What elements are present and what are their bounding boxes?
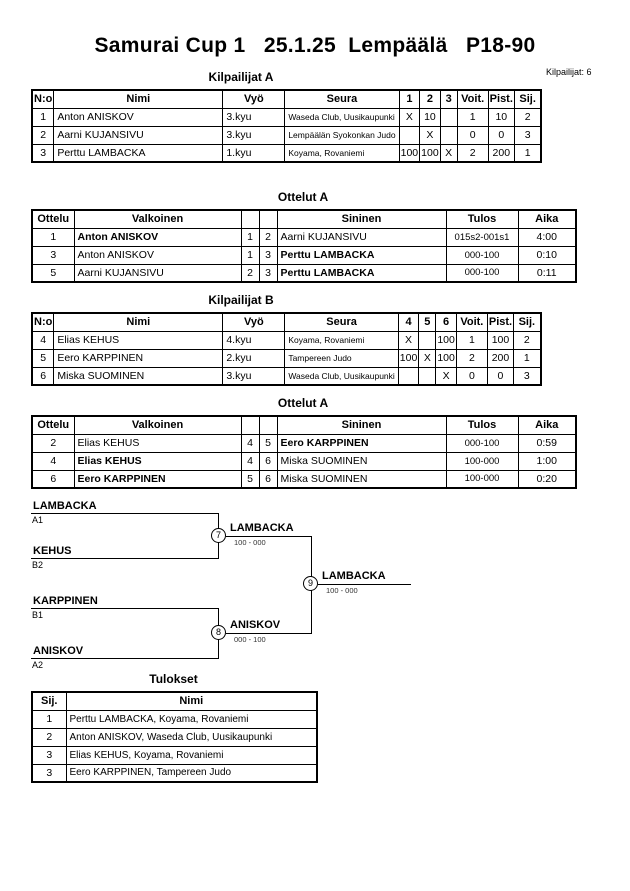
white-competitor: Elias KEHUS [74, 452, 241, 470]
bracket-node-9: 9 [303, 576, 318, 591]
column-header: Ottelu [32, 416, 74, 434]
final-competitor: Elias KEHUS, Koyama, Rovaniemi [66, 746, 317, 764]
column-header: Nimi [54, 313, 223, 331]
matches-b-title: Ottelut A [277, 396, 329, 410]
match-time: 4:00 [518, 228, 576, 246]
header-row [32, 416, 576, 434]
header-row [32, 210, 576, 228]
pool-result-cell [419, 331, 436, 349]
pool-place: 1 [514, 349, 541, 367]
white-competitor: Anton ANISKOV [74, 246, 241, 264]
column-header: Voit. [456, 313, 487, 331]
section-matches-a [31, 190, 577, 283]
pool-result-cell [419, 367, 436, 385]
table-row [32, 108, 541, 126]
bracket-line [226, 536, 311, 537]
blue-number: 5 [259, 434, 277, 452]
bracket-line [31, 513, 218, 514]
column-header: Vyö [223, 313, 285, 331]
points-total: 200 [487, 349, 513, 367]
bracket-node-8: 8 [211, 625, 226, 640]
pool-result-cell: X [420, 126, 441, 144]
blue-competitor: Miska SUOMINEN [277, 452, 446, 470]
final-competitor: Anton ANISKOV, Waseda Club, Uusikaupunki [66, 728, 317, 746]
competitor-name: Elias KEHUS [54, 331, 223, 349]
matches-a-table [31, 209, 577, 283]
match-score: 000-100 [446, 264, 518, 282]
competitor-number: 5 [32, 349, 54, 367]
competitor-name: Eero KARPPINEN [54, 349, 223, 367]
section-results [31, 672, 318, 783]
wins-count: 2 [457, 144, 488, 162]
table-row [32, 452, 576, 470]
white-number: 5 [241, 470, 259, 488]
column-header: Nimi [54, 90, 223, 108]
bracket-seed-code: A2 [32, 660, 44, 670]
belt-grade: 3.kyu [223, 108, 285, 126]
match-number: 3 [32, 246, 74, 264]
match-number: 1 [32, 228, 74, 246]
bracket-line [226, 633, 311, 634]
belt-grade: 3.kyu [223, 367, 285, 385]
blue-competitor: Aarni KUJANSIVU [277, 228, 446, 246]
column-header: 6 [436, 313, 457, 331]
table-row [32, 746, 317, 764]
pool-a-title: Kilpailijat A [208, 70, 274, 84]
pool-result-cell: 100 [436, 331, 457, 349]
blue-number: 6 [259, 470, 277, 488]
bracket-line [318, 584, 411, 585]
column-header: 1 [399, 90, 420, 108]
column-header: Pist. [487, 313, 513, 331]
white-number: 4 [241, 452, 259, 470]
bracket-line [31, 608, 218, 609]
final-competitor: Eero KARPPINEN, Tampereen Judo [66, 764, 317, 782]
white-number: 4 [241, 434, 259, 452]
column-header: Valkoinen [74, 416, 241, 434]
column-header: Aika [518, 210, 576, 228]
matches-a-title: Ottelut A [277, 190, 329, 204]
white-competitor: Aarni KUJANSIVU [74, 264, 241, 282]
pool-result-cell [398, 367, 419, 385]
wins-count: 0 [457, 126, 488, 144]
points-total: 200 [488, 144, 514, 162]
bracket-seed-name: LAMBACKA [33, 500, 97, 512]
white-competitor: Elias KEHUS [74, 434, 241, 452]
belt-grade: 3.kyu [223, 126, 285, 144]
column-header: 2 [420, 90, 441, 108]
table-row [32, 764, 317, 782]
pool-b-table [31, 312, 542, 386]
white-number: 1 [241, 228, 259, 246]
table-row [32, 710, 317, 728]
column-header: Sij. [32, 692, 66, 710]
pool-result-cell: 100 [399, 144, 420, 162]
blue-competitor: Perttu LAMBACKA [277, 246, 446, 264]
column-header: Vyö [223, 90, 285, 108]
column-header [241, 210, 259, 228]
final-place: 3 [32, 764, 66, 782]
club-name: Waseda Club, Uusikaupunki [285, 367, 398, 385]
pool-result-cell: 10 [420, 108, 441, 126]
column-header: Sininen [277, 416, 446, 434]
pool-result-cell [440, 108, 457, 126]
column-header: Pist. [488, 90, 514, 108]
white-competitor: Anton ANISKOV [74, 228, 241, 246]
column-header: 5 [419, 313, 436, 331]
match-time: 0:11 [518, 264, 576, 282]
bracket-seed-name: ANISKOV [33, 645, 84, 657]
belt-grade: 4.kyu [223, 331, 285, 349]
match-score: 100-000 [446, 452, 518, 470]
bracket-winner-name: LAMBACKA [230, 522, 294, 534]
section-pool-a [31, 70, 542, 163]
column-header [259, 210, 277, 228]
header-row [32, 692, 317, 710]
pool-result-cell: X [419, 349, 436, 367]
white-competitor: Eero KARPPINEN [74, 470, 241, 488]
column-header: 4 [398, 313, 419, 331]
bracket-line [31, 658, 218, 659]
bracket-match-score: 100 - 000 [234, 538, 266, 547]
bracket-winner-name: ANISKOV [230, 619, 281, 631]
bracket-seed-name: KARPPINEN [33, 595, 98, 607]
competitor-number: 2 [32, 126, 54, 144]
table-row [32, 728, 317, 746]
white-number: 2 [241, 264, 259, 282]
pool-a-table [31, 89, 542, 163]
final-bracket [31, 498, 461, 683]
blue-number: 6 [259, 452, 277, 470]
final-competitor: Perttu LAMBACKA, Koyama, Rovaniemi [66, 710, 317, 728]
section-matches-b [31, 396, 577, 489]
matches-b-table [31, 415, 577, 489]
table-row [32, 331, 541, 349]
pool-result-cell [399, 126, 420, 144]
bracket-winner-name: LAMBACKA [322, 570, 386, 582]
bracket-seed-code: B2 [32, 560, 44, 570]
results-title: Tulokset [149, 672, 198, 686]
bracket-seed-code: B1 [32, 610, 44, 620]
competitor-number: 4 [32, 331, 54, 349]
column-header: Aika [518, 416, 576, 434]
pool-place: 1 [514, 144, 541, 162]
column-header: Seura [285, 90, 399, 108]
page-title: Samurai Cup 1 25.1.25 Lempäälä P18-90 [94, 34, 536, 57]
blue-number: 3 [259, 264, 277, 282]
final-place: 2 [32, 728, 66, 746]
match-score: 000-100 [446, 434, 518, 452]
column-header: 3 [440, 90, 457, 108]
header-row [32, 90, 541, 108]
points-total: 0 [487, 367, 513, 385]
belt-grade: 1.kyu [223, 144, 285, 162]
table-row [32, 126, 541, 144]
column-header: Seura [285, 313, 398, 331]
pool-place: 3 [514, 367, 541, 385]
bracket-seed-name: KEHUS [33, 545, 72, 557]
points-total: 10 [488, 108, 514, 126]
white-number: 1 [241, 246, 259, 264]
column-header [259, 416, 277, 434]
pool-result-cell: 100 [420, 144, 441, 162]
competitor-number: 3 [32, 144, 54, 162]
points-total: 100 [487, 331, 513, 349]
column-header: Sininen [277, 210, 446, 228]
pool-result-cell: 100 [436, 349, 457, 367]
column-header: Tulos [446, 416, 518, 434]
wins-count: 1 [457, 108, 488, 126]
column-header [241, 416, 259, 434]
bracket-seed-code: A1 [32, 515, 44, 525]
section-pool-b [31, 293, 542, 386]
competitor-name: Anton ANISKOV [54, 108, 223, 126]
points-total: 0 [488, 126, 514, 144]
wins-count: 0 [456, 367, 487, 385]
match-score: 015s2-001s1 [446, 228, 518, 246]
blue-number: 3 [259, 246, 277, 264]
table-row [32, 349, 541, 367]
bracket-line [31, 558, 218, 559]
pool-place: 2 [514, 108, 541, 126]
table-row [32, 367, 541, 385]
wins-count: 1 [456, 331, 487, 349]
match-number: 2 [32, 434, 74, 452]
competitor-name: Perttu LAMBACKA [54, 144, 223, 162]
results-table [31, 691, 318, 783]
table-row [32, 246, 576, 264]
header-row [32, 313, 541, 331]
bracket-node-7: 7 [211, 528, 226, 543]
pool-result-cell: X [399, 108, 420, 126]
match-time: 0:20 [518, 470, 576, 488]
final-place: 1 [32, 710, 66, 728]
competitor-count-label: Kilpailijat: 6 [546, 67, 592, 77]
club-name: Koyama, Rovaniemi [285, 331, 398, 349]
match-number: 6 [32, 470, 74, 488]
competitor-name: Miska SUOMINEN [54, 367, 223, 385]
match-score: 000-100 [446, 246, 518, 264]
table-row [32, 144, 541, 162]
competitor-name: Aarni KUJANSIVU [54, 126, 223, 144]
competitor-number: 6 [32, 367, 54, 385]
match-time: 1:00 [518, 452, 576, 470]
blue-competitor: Perttu LAMBACKA [277, 264, 446, 282]
blue-competitor: Miska SUOMINEN [277, 470, 446, 488]
column-header: Sij. [514, 90, 541, 108]
blue-competitor: Eero KARPPINEN [277, 434, 446, 452]
column-header: Nimi [66, 692, 317, 710]
column-header: Valkoinen [74, 210, 241, 228]
belt-grade: 2.kyu [223, 349, 285, 367]
pool-result-cell: X [436, 367, 457, 385]
pool-place: 3 [514, 126, 541, 144]
column-header: Tulos [446, 210, 518, 228]
pool-result-cell [440, 126, 457, 144]
table-row [32, 264, 576, 282]
blue-number: 2 [259, 228, 277, 246]
bracket-match-score: 000 - 100 [234, 635, 266, 644]
pool-result-cell: X [440, 144, 457, 162]
column-header: Sij. [514, 313, 541, 331]
match-time: 0:59 [518, 434, 576, 452]
wins-count: 2 [456, 349, 487, 367]
match-time: 0:10 [518, 246, 576, 264]
table-row [32, 434, 576, 452]
club-name: Waseda Club, Uusikaupunki [285, 108, 399, 126]
club-name: Lempäälän Syokonkan Judo [285, 126, 399, 144]
column-header: Voit. [457, 90, 488, 108]
pool-b-title: Kilpailijat B [208, 293, 274, 307]
column-header: Ottelu [32, 210, 74, 228]
club-name: Tampereen Judo [285, 349, 398, 367]
club-name: Koyama, Rovaniemi [285, 144, 399, 162]
competitor-number: 1 [32, 108, 54, 126]
table-row [32, 228, 576, 246]
match-number: 5 [32, 264, 74, 282]
final-place: 3 [32, 746, 66, 764]
pool-result-cell: 100 [398, 349, 419, 367]
pool-place: 2 [514, 331, 541, 349]
pool-result-cell: X [398, 331, 419, 349]
column-header: N:o [32, 313, 54, 331]
match-score: 100-000 [446, 470, 518, 488]
match-number: 4 [32, 452, 74, 470]
column-header: N:o [32, 90, 54, 108]
table-row [32, 470, 576, 488]
bracket-match-score: 100 - 000 [326, 586, 358, 595]
